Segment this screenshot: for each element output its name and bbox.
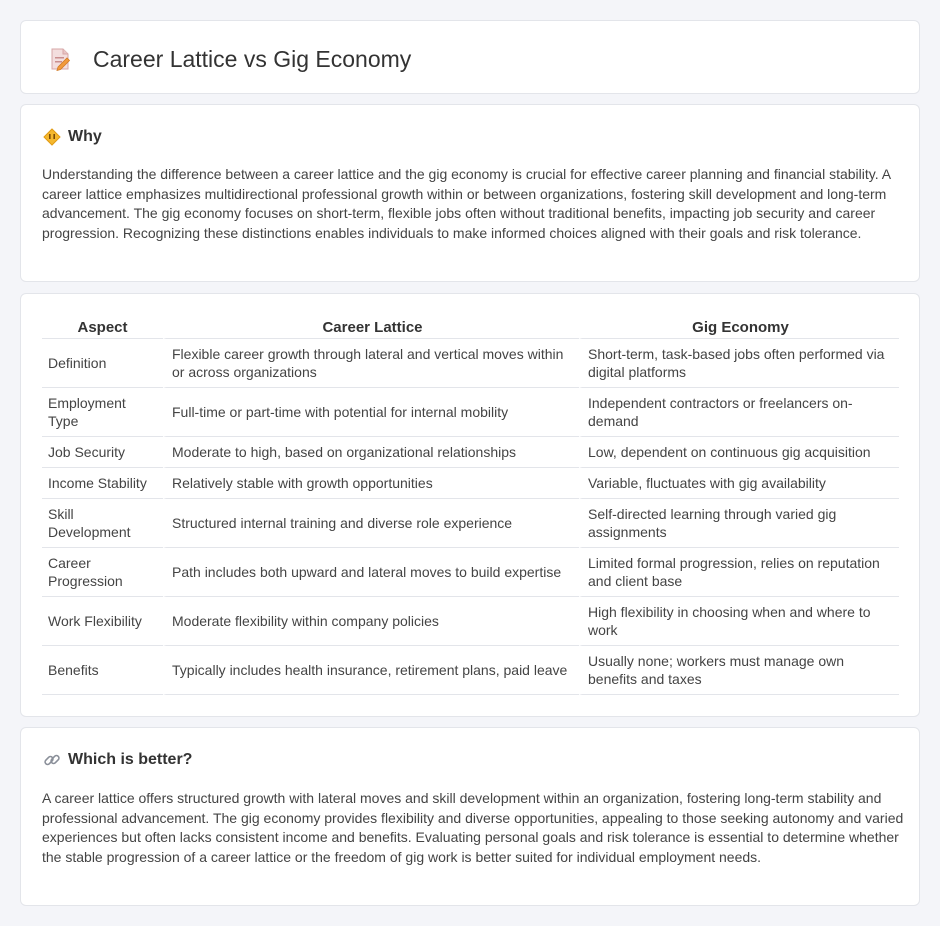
diamond-warning-icon — [43, 128, 61, 146]
link-icon — [43, 751, 61, 769]
cell-gig-economy: Low, dependent on continuous gig acquisition — [579, 437, 899, 468]
which-is-better-section — [20, 727, 920, 906]
header-card — [20, 20, 920, 94]
why-section — [20, 104, 920, 282]
table-row — [42, 597, 899, 646]
cell-career-lattice: Full-time or part-time with potential for internal mobility — [163, 388, 579, 437]
cell-gig-economy: High flexibility in choosing when and where to work — [579, 597, 899, 646]
cell-gig-economy: Usually none; workers must manage own benefits and taxes — [579, 646, 899, 695]
page-title: Career Lattice vs Gig Economy — [93, 46, 412, 72]
table-header-row — [42, 315, 899, 339]
cell-career-lattice: Typically includes health insurance, retirement plans, paid leave — [163, 646, 579, 695]
cell-career-lattice: Path includes both upward and lateral moves to build expertise — [163, 548, 579, 597]
cell-aspect: Income Stability — [42, 468, 163, 499]
cell-aspect: Career Progression — [42, 548, 163, 597]
cell-gig-economy: Short-term, task-based jobs often performed via digital platforms — [579, 339, 899, 388]
which-is-better-text: A career lattice offers structured growth with lateral moves and skill development within an organization, fostering long-term stability and professional advancement. The gig economy provides flexibility and diverse opportunities, appealing to those seeking autonomy and varied experiences but often lacks consistent income and benefits. Evaluating personal goals and risk tolerance is essential to determine whether the stable progression of a career lattice or the freedom of gig work is better suited for individual employment needs. — [42, 790, 904, 865]
cell-gig-economy: Limited formal progression, relies on reputation and client base — [579, 548, 899, 597]
table-row — [42, 548, 899, 597]
cell-career-lattice: Flexible career growth through lateral and vertical moves within or across organizations — [163, 339, 579, 388]
comparison-section — [20, 293, 920, 717]
cell-career-lattice: Structured internal training and diverse role experience — [163, 499, 579, 548]
cell-gig-economy: Variable, fluctuates with gig availability — [579, 468, 899, 499]
document-pencil-icon — [49, 47, 71, 71]
cell-aspect: Skill Development — [42, 499, 163, 548]
table-row — [42, 646, 899, 695]
why-text: Understanding the difference between a career lattice and the gig economy is crucial for effective career planning and financial stability. A career lattice emphasizes multidirectional professional growth within or between organizations, fostering skill development and long-term advancement. The gig economy focuses on short-term, flexible jobs often without traditional benefits, impacting job security and career progression. Recognizing these distinctions enables individuals to make informed choices aligned with their goals and risk tolerance. — [42, 166, 891, 241]
header-career-lattice: Career Lattice — [163, 315, 579, 339]
cell-gig-economy: Self-directed learning through varied gig assignments — [579, 499, 899, 548]
cell-career-lattice: Moderate flexibility within company policies — [163, 597, 579, 646]
comparison-table — [42, 315, 899, 695]
cell-aspect: Employment Type — [42, 388, 163, 437]
cell-aspect: Definition — [42, 339, 163, 388]
cell-gig-economy: Independent contractors or freelancers on-demand — [579, 388, 899, 437]
table-row — [42, 339, 899, 388]
cell-career-lattice: Relatively stable with growth opportunities — [163, 468, 579, 499]
header-gig-economy: Gig Economy — [579, 315, 899, 339]
table-row — [42, 388, 899, 437]
cell-aspect: Job Security — [42, 437, 163, 468]
cell-aspect: Benefits — [42, 646, 163, 695]
table-row — [42, 437, 899, 468]
cell-aspect: Work Flexibility — [42, 597, 163, 646]
why-title: Why — [68, 128, 102, 145]
cell-career-lattice: Moderate to high, based on organizational relationships — [163, 437, 579, 468]
table-row — [42, 468, 899, 499]
table-row — [42, 499, 899, 548]
which-is-better-title: Which is better? — [68, 751, 193, 768]
header-aspect: Aspect — [42, 315, 163, 339]
